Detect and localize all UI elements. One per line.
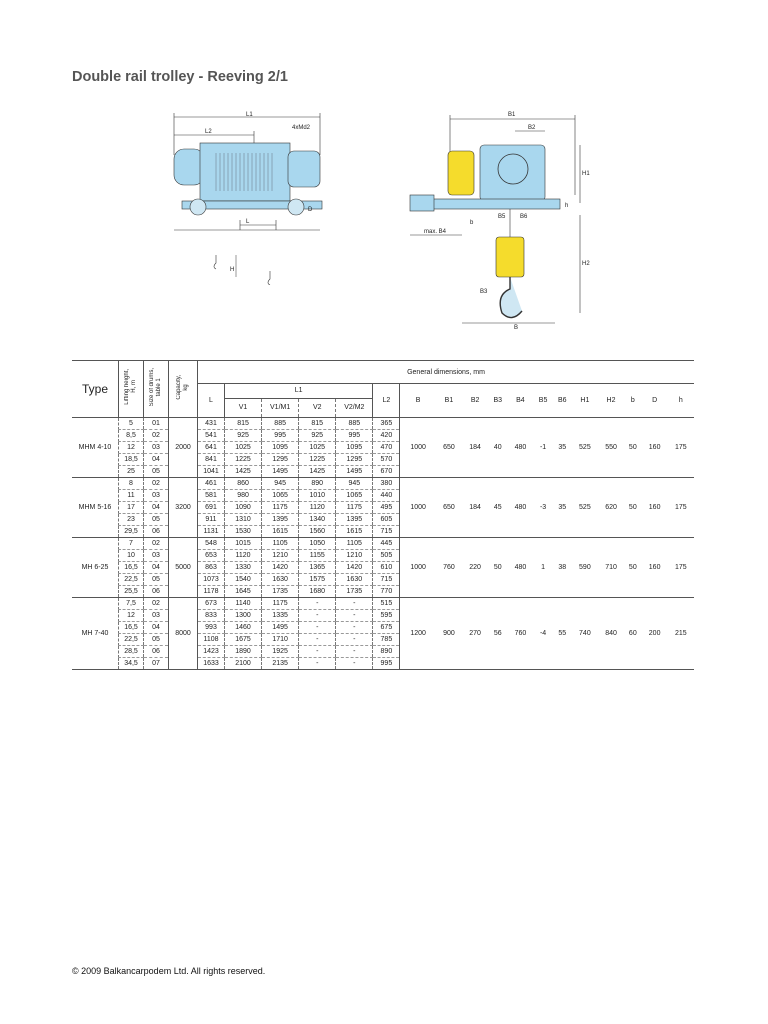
dimension-cell: 1 bbox=[533, 538, 552, 598]
v2-cell: - bbox=[299, 598, 336, 610]
v1m1-cell: 1735 bbox=[262, 586, 299, 598]
v1m1-cell: 1105 bbox=[262, 538, 299, 550]
trolley-side-view-drawing bbox=[160, 105, 340, 285]
l2-cell: 420 bbox=[373, 430, 400, 442]
dimension-cell: 900 bbox=[436, 598, 462, 670]
dimension-cell: 160 bbox=[642, 478, 668, 538]
v2m2-cell: 1105 bbox=[336, 538, 373, 550]
v2m2-cell: 1735 bbox=[336, 586, 373, 598]
dimension-cell: 525 bbox=[572, 418, 598, 478]
dimensions-table bbox=[72, 360, 694, 670]
col-l2-header: L2 bbox=[373, 384, 400, 418]
drum-size-cell: 05 bbox=[144, 466, 169, 478]
dimension-cell: 710 bbox=[598, 538, 624, 598]
drum-size-cell: 03 bbox=[144, 490, 169, 502]
dimension-cell: 650 bbox=[436, 478, 462, 538]
l-cell: 863 bbox=[198, 562, 225, 574]
dimension-cell: 184 bbox=[462, 418, 488, 478]
col-header: B3 bbox=[488, 384, 507, 418]
v1m1-cell: 1710 bbox=[262, 634, 299, 646]
capacity-header: Capacity, kg bbox=[169, 361, 198, 418]
table-row bbox=[72, 418, 694, 430]
v2-cell: 890 bbox=[299, 478, 336, 490]
l2-cell: 995 bbox=[373, 658, 400, 670]
drum-size-cell: 03 bbox=[144, 550, 169, 562]
l-cell: 691 bbox=[198, 502, 225, 514]
v2m2-cell: - bbox=[336, 598, 373, 610]
v1m1-cell: 1335 bbox=[262, 610, 299, 622]
l2-cell: 605 bbox=[373, 514, 400, 526]
v1-cell: 1025 bbox=[225, 442, 262, 454]
v2m2-cell: 945 bbox=[336, 478, 373, 490]
lifting-height-cell: 18,5 bbox=[119, 454, 144, 466]
dimension-cell: 175 bbox=[668, 538, 694, 598]
l2-cell: 445 bbox=[373, 538, 400, 550]
l2-cell: 570 bbox=[373, 454, 400, 466]
drum-size-cell: 06 bbox=[144, 646, 169, 658]
dimension-cell: -4 bbox=[533, 598, 552, 670]
v2m2-cell: - bbox=[336, 610, 373, 622]
v2-cell: 815 bbox=[299, 418, 336, 430]
l2-cell: 785 bbox=[373, 634, 400, 646]
col-l-header: L bbox=[198, 384, 225, 418]
v2-cell: 1575 bbox=[299, 574, 336, 586]
l-cell: 581 bbox=[198, 490, 225, 502]
v2-cell: 1425 bbox=[299, 466, 336, 478]
drum-size-cell: 04 bbox=[144, 562, 169, 574]
v2-cell: - bbox=[299, 610, 336, 622]
dimension-cell: -3 bbox=[533, 478, 552, 538]
l2-cell: 470 bbox=[373, 442, 400, 454]
col-header: B4 bbox=[507, 384, 533, 418]
lifting-height-cell: 7,5 bbox=[119, 598, 144, 610]
v1m1-cell: 1495 bbox=[262, 466, 299, 478]
lifting-height-cell: 22,5 bbox=[119, 634, 144, 646]
type-cell: MH 7-40 bbox=[72, 598, 119, 670]
dimension-cell: 200 bbox=[642, 598, 668, 670]
col-l1-header: L1 V1 V1/M1 V2 V2/M2 bbox=[225, 384, 373, 418]
drum-size-cell: 05 bbox=[144, 514, 169, 526]
dimension-cell: 35 bbox=[553, 478, 572, 538]
lifting-height-cell: 23 bbox=[119, 514, 144, 526]
drum-size-cell: 05 bbox=[144, 634, 169, 646]
type-cell: MH 6-25 bbox=[72, 538, 119, 598]
v2-cell: - bbox=[299, 658, 336, 670]
v2-cell: 925 bbox=[299, 430, 336, 442]
v1-cell: 980 bbox=[225, 490, 262, 502]
label-d: D bbox=[308, 207, 313, 213]
general-dimensions-header: General dimensions, mm bbox=[198, 361, 695, 384]
label-b6: B6 bbox=[520, 214, 528, 220]
drum-size-cell: 07 bbox=[144, 658, 169, 670]
label-l: L bbox=[246, 219, 250, 225]
v1m1-cell: 885 bbox=[262, 418, 299, 430]
v1-cell: 1300 bbox=[225, 610, 262, 622]
dimension-cell: 650 bbox=[436, 418, 462, 478]
lifting-height-cell: 8,5 bbox=[119, 430, 144, 442]
label-b5: B5 bbox=[498, 214, 506, 220]
l-cell: 641 bbox=[198, 442, 225, 454]
v1m1-cell: 1295 bbox=[262, 454, 299, 466]
dimension-cell: 184 bbox=[462, 478, 488, 538]
lifting-height-cell: 12 bbox=[119, 610, 144, 622]
col-header: b bbox=[624, 384, 641, 418]
v1-cell: 1310 bbox=[225, 514, 262, 526]
col-header: B6 bbox=[553, 384, 572, 418]
l2-cell: 675 bbox=[373, 622, 400, 634]
v2m2-cell: 1630 bbox=[336, 574, 373, 586]
l-cell: 911 bbox=[198, 514, 225, 526]
v1m1-cell: 2135 bbox=[262, 658, 299, 670]
v2m2-cell: - bbox=[336, 622, 373, 634]
dimension-cell: 740 bbox=[572, 598, 598, 670]
l-cell: 1073 bbox=[198, 574, 225, 586]
l2-cell: 890 bbox=[373, 646, 400, 658]
v2-cell: 1025 bbox=[299, 442, 336, 454]
col-v2-header: V2 bbox=[298, 399, 335, 417]
v1-cell: 1540 bbox=[225, 574, 262, 586]
capacity-cell: 2000 bbox=[169, 418, 198, 478]
drum-size-cell: 04 bbox=[144, 502, 169, 514]
drum-size-cell: 02 bbox=[144, 538, 169, 550]
drum-size-cell: 06 bbox=[144, 586, 169, 598]
trolley-front-view-drawing bbox=[400, 105, 590, 340]
v2m2-cell: 995 bbox=[336, 430, 373, 442]
label-max-b4: max. B4 bbox=[424, 229, 447, 235]
l2-cell: 610 bbox=[373, 562, 400, 574]
l2-cell: 715 bbox=[373, 574, 400, 586]
v2-cell: 1010 bbox=[299, 490, 336, 502]
v2m2-cell: - bbox=[336, 634, 373, 646]
v1m1-cell: 1175 bbox=[262, 598, 299, 610]
v1-cell: 1890 bbox=[225, 646, 262, 658]
v1m1-cell: 1630 bbox=[262, 574, 299, 586]
l-cell: 431 bbox=[198, 418, 225, 430]
lifting-height-cell: 8 bbox=[119, 478, 144, 490]
lifting-height-cell: 29,5 bbox=[119, 526, 144, 538]
capacity-cell: 8000 bbox=[169, 598, 198, 670]
label-h: H bbox=[230, 267, 235, 273]
v1m1-cell: 1065 bbox=[262, 490, 299, 502]
dimension-cell: 160 bbox=[642, 418, 668, 478]
v1-cell: 1120 bbox=[225, 550, 262, 562]
drum-size-cell: 04 bbox=[144, 454, 169, 466]
dimension-cell: 220 bbox=[462, 538, 488, 598]
label-small-h: h bbox=[565, 203, 569, 209]
dimension-cell: 175 bbox=[668, 418, 694, 478]
v1-cell: 1530 bbox=[225, 526, 262, 538]
drum-size-cell: 01 bbox=[144, 418, 169, 430]
lifting-height-cell: 25,5 bbox=[119, 586, 144, 598]
dimension-cell: 760 bbox=[507, 598, 533, 670]
label-md: 4xMd2 bbox=[292, 125, 311, 131]
v2m2-cell: 1095 bbox=[336, 442, 373, 454]
l2-cell: 515 bbox=[373, 598, 400, 610]
dimension-cell: 160 bbox=[642, 538, 668, 598]
capacity-cell: 3200 bbox=[169, 478, 198, 538]
lifting-height-cell: 7 bbox=[119, 538, 144, 550]
lifting-height-cell: 16,5 bbox=[119, 622, 144, 634]
lifting-height-cell: 25 bbox=[119, 466, 144, 478]
v2m2-cell: 1175 bbox=[336, 502, 373, 514]
v2m2-cell: 1210 bbox=[336, 550, 373, 562]
col-header: B1 bbox=[436, 384, 462, 418]
lifting-height-cell: 12 bbox=[119, 442, 144, 454]
v2-cell: 1155 bbox=[299, 550, 336, 562]
v2m2-cell: 1065 bbox=[336, 490, 373, 502]
type-header: Type bbox=[72, 361, 119, 418]
v2m2-cell: - bbox=[336, 658, 373, 670]
dimension-cell: 1000 bbox=[400, 538, 436, 598]
v1-cell: 1330 bbox=[225, 562, 262, 574]
label-b: b bbox=[470, 220, 474, 226]
l-cell: 673 bbox=[198, 598, 225, 610]
label-l2: L2 bbox=[205, 129, 212, 135]
v1m1-cell: 1925 bbox=[262, 646, 299, 658]
v2-cell: - bbox=[299, 634, 336, 646]
l2-cell: 505 bbox=[373, 550, 400, 562]
dimension-cell: 480 bbox=[507, 538, 533, 598]
table-row bbox=[72, 478, 694, 490]
v1-cell: 860 bbox=[225, 478, 262, 490]
dimension-cell: 215 bbox=[668, 598, 694, 670]
col-v1m1-header: V1/M1 bbox=[261, 399, 298, 417]
v1-cell: 925 bbox=[225, 430, 262, 442]
label-h2: H2 bbox=[582, 261, 590, 267]
dimension-cell: 35 bbox=[553, 418, 572, 478]
dimension-cell: 50 bbox=[624, 478, 641, 538]
l-cell: 1108 bbox=[198, 634, 225, 646]
l2-cell: 380 bbox=[373, 478, 400, 490]
dimension-cell: 760 bbox=[436, 538, 462, 598]
v1-cell: 1225 bbox=[225, 454, 262, 466]
v1-cell: 1015 bbox=[225, 538, 262, 550]
col-header: H2 bbox=[598, 384, 624, 418]
drum-size-cell: 02 bbox=[144, 598, 169, 610]
page-title: Double rail trolley - Reeving 2/1 bbox=[72, 69, 288, 85]
copyright-footer: © 2009 Balkancarpodem Ltd. All rights reserved. bbox=[72, 966, 266, 976]
label-b3: B3 bbox=[480, 289, 488, 295]
lifting-height-header: Lifting height, H, m bbox=[119, 361, 144, 418]
v1m1-cell: 1210 bbox=[262, 550, 299, 562]
table-row bbox=[72, 538, 694, 550]
v1-cell: 1675 bbox=[225, 634, 262, 646]
drum-size-cell: 03 bbox=[144, 610, 169, 622]
dimension-cell: 56 bbox=[488, 598, 507, 670]
lifting-height-cell: 28,5 bbox=[119, 646, 144, 658]
drum-size-cell: 03 bbox=[144, 442, 169, 454]
v2m2-cell: 1615 bbox=[336, 526, 373, 538]
v1m1-cell: 945 bbox=[262, 478, 299, 490]
dimension-cell: 270 bbox=[462, 598, 488, 670]
l-cell: 1041 bbox=[198, 466, 225, 478]
dimension-cell: 620 bbox=[598, 478, 624, 538]
l-cell: 993 bbox=[198, 622, 225, 634]
dimension-cell: 175 bbox=[668, 478, 694, 538]
v1m1-cell: 1615 bbox=[262, 526, 299, 538]
v2m2-cell: 1495 bbox=[336, 466, 373, 478]
lifting-height-cell: 5 bbox=[119, 418, 144, 430]
l2-cell: 440 bbox=[373, 490, 400, 502]
col-v1-header: V1 bbox=[238, 404, 248, 411]
v1m1-cell: 1095 bbox=[262, 442, 299, 454]
lifting-height-cell: 34,5 bbox=[119, 658, 144, 670]
l-cell: 1131 bbox=[198, 526, 225, 538]
dimension-cell: 1200 bbox=[400, 598, 436, 670]
l-cell: 548 bbox=[198, 538, 225, 550]
dimension-cell: 50 bbox=[624, 538, 641, 598]
v1m1-cell: 1175 bbox=[262, 502, 299, 514]
type-cell: MHM 4-10 bbox=[72, 418, 119, 478]
l-cell: 833 bbox=[198, 610, 225, 622]
v2-cell: 1365 bbox=[299, 562, 336, 574]
col-header: D bbox=[642, 384, 668, 418]
v1m1-cell: 1495 bbox=[262, 622, 299, 634]
col-header: H1 bbox=[572, 384, 598, 418]
v2-cell: 1560 bbox=[299, 526, 336, 538]
dimension-cell: 40 bbox=[488, 418, 507, 478]
dimension-cell: 55 bbox=[553, 598, 572, 670]
l2-cell: 715 bbox=[373, 526, 400, 538]
drum-size-cell: 05 bbox=[144, 574, 169, 586]
drum-size-cell: 04 bbox=[144, 622, 169, 634]
capacity-cell: 5000 bbox=[169, 538, 198, 598]
v1-cell: 2100 bbox=[225, 658, 262, 670]
label-b2: B2 bbox=[528, 125, 536, 131]
l2-cell: 670 bbox=[373, 466, 400, 478]
l-cell: 841 bbox=[198, 454, 225, 466]
l2-cell: 770 bbox=[373, 586, 400, 598]
v2-cell: 1050 bbox=[299, 538, 336, 550]
v1-cell: 1140 bbox=[225, 598, 262, 610]
l-cell: 1633 bbox=[198, 658, 225, 670]
col-header: B bbox=[400, 384, 436, 418]
v2m2-cell: 885 bbox=[336, 418, 373, 430]
v2m2-cell: - bbox=[336, 646, 373, 658]
drum-size-cell: 02 bbox=[144, 478, 169, 490]
v2-cell: 1680 bbox=[299, 586, 336, 598]
type-cell: MHM 5-16 bbox=[72, 478, 119, 538]
dimension-cell: 1000 bbox=[400, 418, 436, 478]
dimension-cell: 480 bbox=[507, 478, 533, 538]
table-row bbox=[72, 598, 694, 610]
drum-size-cell: 06 bbox=[144, 526, 169, 538]
dimension-cell: 45 bbox=[488, 478, 507, 538]
dimension-cell: 1000 bbox=[400, 478, 436, 538]
dimension-cell: 525 bbox=[572, 478, 598, 538]
v1-cell: 1645 bbox=[225, 586, 262, 598]
v1-cell: 815 bbox=[225, 418, 262, 430]
v2-cell: - bbox=[299, 646, 336, 658]
dimension-cell: 38 bbox=[553, 538, 572, 598]
drum-size-cell: 02 bbox=[144, 430, 169, 442]
l2-cell: 495 bbox=[373, 502, 400, 514]
l-cell: 541 bbox=[198, 430, 225, 442]
v1-cell: 1425 bbox=[225, 466, 262, 478]
v1m1-cell: 995 bbox=[262, 430, 299, 442]
label-b1: B1 bbox=[508, 112, 516, 118]
v2-cell: 1225 bbox=[299, 454, 336, 466]
lifting-height-cell: 16,5 bbox=[119, 562, 144, 574]
dimension-cell: 60 bbox=[624, 598, 641, 670]
v2-cell: 1120 bbox=[299, 502, 336, 514]
dimension-cell: 50 bbox=[488, 538, 507, 598]
lifting-height-cell: 22,5 bbox=[119, 574, 144, 586]
v1-cell: 1460 bbox=[225, 622, 262, 634]
l-cell: 461 bbox=[198, 478, 225, 490]
label-big-b: B bbox=[514, 325, 519, 331]
dimension-cell: 840 bbox=[598, 598, 624, 670]
lifting-height-cell: 10 bbox=[119, 550, 144, 562]
v1m1-cell: 1420 bbox=[262, 562, 299, 574]
lifting-height-cell: 11 bbox=[119, 490, 144, 502]
v2m2-cell: 1395 bbox=[336, 514, 373, 526]
v2-cell: 1340 bbox=[299, 514, 336, 526]
dimension-cell: -1 bbox=[533, 418, 552, 478]
label-l1: L1 bbox=[246, 112, 253, 118]
v2-cell: - bbox=[299, 622, 336, 634]
dimension-cell: 480 bbox=[507, 418, 533, 478]
l2-cell: 595 bbox=[373, 610, 400, 622]
col-v2m2-header: V2/M2 bbox=[335, 399, 372, 417]
label-h1: H1 bbox=[582, 171, 590, 177]
v2m2-cell: 1420 bbox=[336, 562, 373, 574]
lifting-height-cell: 17 bbox=[119, 502, 144, 514]
v1m1-cell: 1395 bbox=[262, 514, 299, 526]
drum-size-header: Size of drums, table 1 bbox=[144, 361, 169, 418]
dimension-cell: 50 bbox=[624, 418, 641, 478]
v1-cell: 1090 bbox=[225, 502, 262, 514]
l-cell: 1423 bbox=[198, 646, 225, 658]
v2m2-cell: 1295 bbox=[336, 454, 373, 466]
col-header: B5 bbox=[533, 384, 552, 418]
col-header: h bbox=[668, 384, 694, 418]
l-cell: 1178 bbox=[198, 586, 225, 598]
l2-cell: 365 bbox=[373, 418, 400, 430]
dimension-cell: 590 bbox=[572, 538, 598, 598]
col-header: B2 bbox=[462, 384, 488, 418]
l-cell: 653 bbox=[198, 550, 225, 562]
dimension-cell: 550 bbox=[598, 418, 624, 478]
